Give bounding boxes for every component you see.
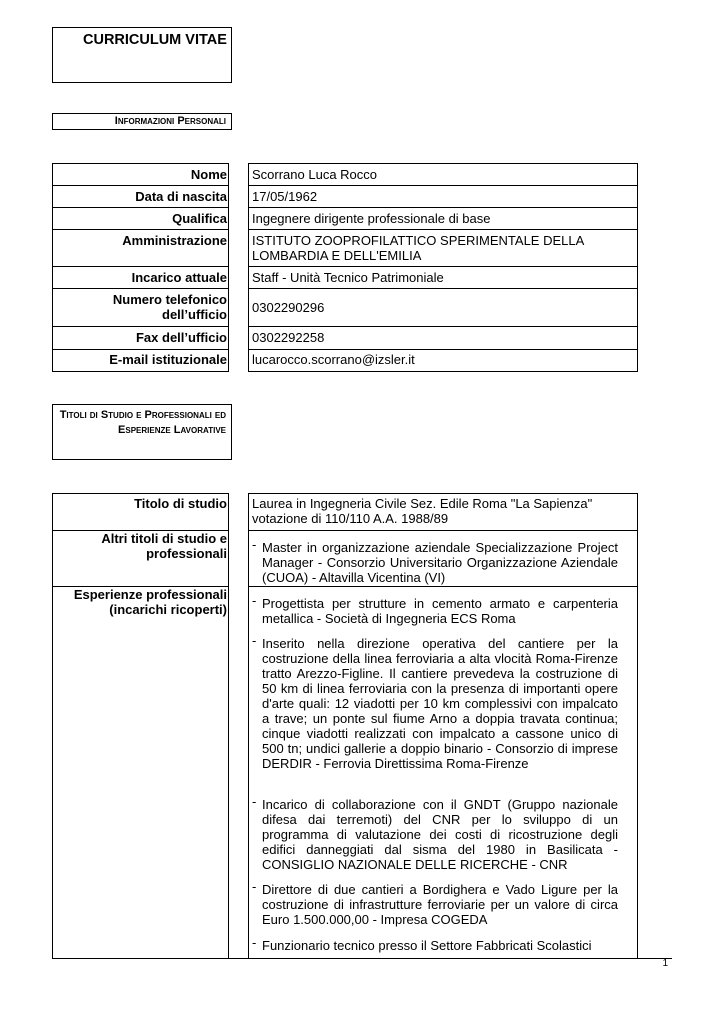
list-item-esperienza-3: - Direttore di due cantieri a Bordighera e Vado Ligure per la costruzione di infrastrutture ferroviarie per un valore di circa Euro 1.500.000,00 - Impresa COGEDA (252, 879, 618, 927)
label-altri-titoli: Altri titoli di studio e professionali (101, 531, 227, 561)
list-item-esperienza-4: - Funzionario tecnico presso il Settore Fabbricati Scolastici (252, 938, 592, 953)
list-item-altri-0: - Master in organizzazione aziendale Specializzazione Project Manager - Consorzio Universitario Organizzazione Aziendale (CUOA) - Altavilla Vicentina (VI) (252, 537, 618, 585)
label-data-nascita: Data di nascita (135, 189, 227, 204)
section-title-studies: Titoli di Studio e Professionali ed Esperienze Lavorative (52, 404, 232, 460)
label-email: E-mail istituzionale (109, 352, 227, 367)
value-telefono: 0302290296 (252, 300, 325, 315)
value-email: lucarocco.scorrano@izsler.it (252, 352, 415, 367)
label-qualifica: Qualifica (172, 211, 227, 226)
page-title: CURRICULUM VITAE (83, 32, 227, 48)
value-data-nascita: 17/05/1962 (252, 189, 318, 204)
value-qualifica: Ingegnere dirigente professionale di base (252, 211, 491, 226)
value-nome: Scorrano Luca Rocco (252, 167, 378, 182)
label-esperienze: Esperienze professionali (incarichi ricoperti) (73, 587, 227, 617)
list-item-esperienza-0: - Progettista per strutture in cemento armato e carpenteria metallica - Società di Ingegneria ECS Roma (252, 593, 618, 626)
value-fax: 0302292258 (252, 330, 325, 345)
label-amministrazione: Amministrazione (122, 233, 227, 248)
list-item-esperienza-2: - Incarico di collaborazione con il GNDT (Gruppo nazionale difesa dai terremoti) del CNR per lo sviluppo di un programma di valutazione dei costi di ricostruzione degli edifici danneggiati dal sisma del 1980 in Basilicata - CONSIGLIO NAZIONALE DELLE RICERCHE - CNR (252, 794, 618, 872)
label-titolo-studio: Titolo di studio (134, 496, 227, 511)
value-incarico-attuale: Staff - Unità Tecnico Patrimoniale (252, 270, 444, 285)
label-column-studies (52, 493, 229, 959)
label-incarico-attuale: Incarico attuale (131, 270, 227, 285)
value-amministrazione: ISTITUTO ZOOPROFILATTICO SPERIMENTALE DELLA LOMBARDIA E DELL'EMILIA (252, 233, 584, 263)
footer-rule (52, 958, 672, 959)
list-item-esperienza-1: - Inserito nella direzione operativa del cantiere per la costruzione della linea ferroviaria a alta vlocità Roma-Firenze tratto Arezzo-Figline. Il cantiere prevedeva la costruzione di 50 km di linea ferroviaria con la presenza di importanti opere d'arte quali: 12 viadotti per 10 km complessivi con impalcato a trave; un ponte sul fiume Arno a doppia travata continua; cinque viadotti realizzati con impalcato a cassone unico di 500 tn; undici gallerie a doppio binario - Consorzio di imprese DERDIR - Ferrovia Direttissima Roma-Firenze (252, 633, 618, 771)
label-telefono: Numero telefonico dell’ufficio (112, 292, 227, 322)
label-nome: Nome (190, 167, 227, 182)
label-fax: Fax dell’ufficio (135, 330, 227, 345)
section-title-personal: Informazioni Personali (52, 113, 232, 130)
cv-title-box (52, 27, 232, 83)
value-titolo-studio: Laurea in Ingegneria Civile Sez. Edile Roma "La Sapienza" votazione di 110/110 A.A. 1988/89 (252, 496, 593, 526)
page-number: 1 (662, 958, 668, 969)
